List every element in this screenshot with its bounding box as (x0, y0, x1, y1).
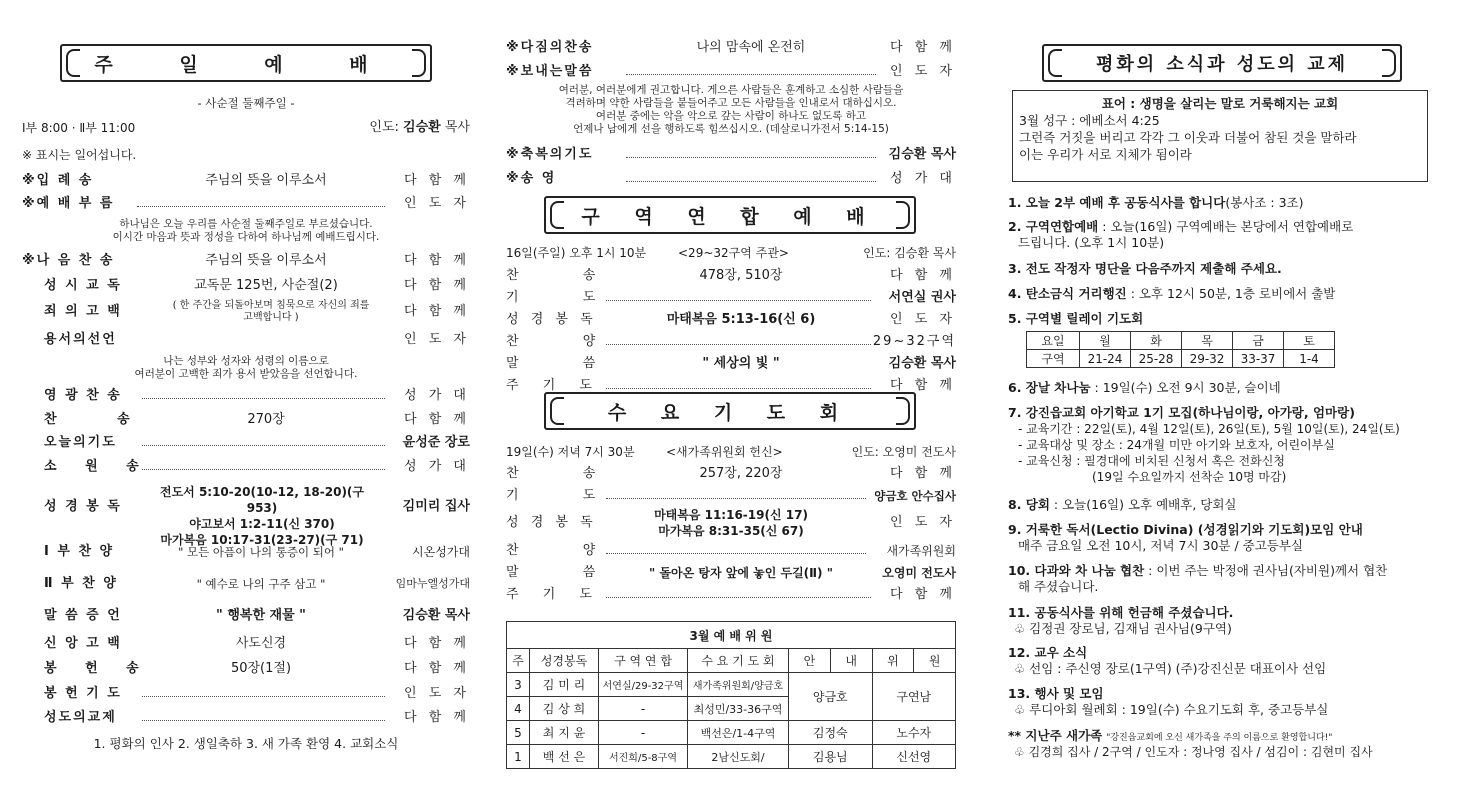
order-row: 찬 송 478장, 510장 다 함 께 (506, 268, 956, 283)
news-item-6: 6. 장날 차나눔 : 19일(수) 오전 9시 30분, 슬이네 (1008, 380, 1281, 395)
order-row: ※입 례 송 주님의 뜻을 이루소서 다 함 께 (22, 173, 470, 188)
news-item-2-cont: 드립니다. (오후 1시 10분) (1018, 235, 1165, 250)
order-row: 성 경 봉 독 마태복음 5:13-16(신 6) 인 도 자 (506, 312, 956, 327)
table-row: 5 최 지 윤 - 백선은/1-4구역 김정숙 노수자 (507, 721, 956, 745)
news-item-3: 3. 전도 작정자 명단을 다음주까지 제출해 주세요. (1008, 261, 1282, 276)
order-row: 성 시 교 독 교독문 125번, 사순절(2) 다 함 께 (44, 278, 470, 293)
order-row: Ⅰ 부 찬 양 " 모든 아픔이 나의 통증이 되어 " 시온성가대 (44, 544, 470, 559)
order-row: 죄 의 고 백 ( 한 주간을 되돌아보며 침묵으로 자신의 죄를 고백합니다 ) 다 함 께 (44, 300, 470, 323)
order-row: 주 기 도 다 함 께 (506, 378, 956, 393)
order-row: ※보내는말씀 인 도 자 (506, 64, 956, 79)
order-row: 주 기 도 다 함 께 (506, 587, 956, 602)
table-header-row: 주 성경봉독 구 역 연 합 수 요 기 도 회 안 내 위 원 (507, 649, 956, 673)
order-row: 기 도 서연실 권사 (506, 290, 956, 305)
order-row: 오늘의기도 윤성준 장로 (44, 435, 470, 450)
news-item-4: 4. 탄소금식 거리행진 : 오후 12시 50분, 1층 로비에서 출발 (1008, 286, 1336, 301)
order-row: 봉 헌 송 50장(1절) 다 함 께 (44, 661, 470, 676)
fellowship-items: 1. 평화의 인사 2. 생일축하 3. 새 가족 환영 4. 교회소식 (93, 736, 399, 751)
order-row: ※나 음 찬 송 주님의 뜻을 이루소서 다 함 께 (22, 253, 470, 268)
order-row: ※예 배 부 름 인 도 자 (22, 196, 470, 211)
march-worship-committee-table: 3월 예 배 위 원 주 성경봉독 구 역 연 합 수 요 기 도 회 안 내 위 원 3 김 미 리 서연실/29-32구역 새가족위원회/양금호 양금호 구연남 4 김 상 희 - 최성민/33-36구역 5 최 지 윤 - 백선은/1-4구역 김정숙 노수자 1 백 선 은 서진희/5-8구역 2남신도회/ 김용님 신선영 (506, 621, 956, 769)
sunday-worship-banner: 주 일 예 배 (60, 44, 432, 82)
service-times: Ⅰ부 8:00 · Ⅱ부 11:00 (22, 121, 136, 135)
order-row: 성도의교제 다 함 께 (44, 710, 470, 725)
news-item-14: ** 지난주 새가족 "강진읍교회에 오신 새가족을 주의 이름으로 환영합니다!" (1008, 728, 1333, 743)
pardon-note: 나는 성부와 성자와 성령의 이름으로 여러분이 고백한 죄가 용서 받았음을 선언합니다. (134, 355, 358, 380)
news-item-11: 11. 공동식사를 위해 헌금해 주셨습니다. (1008, 605, 1234, 620)
news-item-5: 5. 구역별 릴레이 기도회 (1008, 311, 1144, 326)
news-item-9: 9. 거룩한 독서(Lectio Divina) (성경읽기와 기도회)모임 안내 (1008, 522, 1363, 537)
order-row: 봉 헌 기 도 인 도 자 (44, 686, 470, 701)
district-header: 16일(주일) 오후 1시 10분 <29~32구역 주관> 인도: 김승환 목사 (506, 246, 956, 260)
order-row: 말 씀 증 언 " 행복한 재물 " 김승환 목사 (44, 608, 470, 623)
order-row: 말 씀 " 세상의 빛 " 김승환 목사 (506, 356, 956, 371)
motto-box: 표어 : 생명을 살리는 말로 거룩해지는 교회 3월 성구 : 에베소서 4:25 그런즉 거짓을 버리고 각각 그 이웃과 더불어 참된 것을 말하라 이는 우리가 서로 지체가 됨이라 (1012, 90, 1428, 182)
order-row: 성 경 봉 독 인 도 자 (506, 515, 956, 530)
order-row: Ⅱ 부 찬 양 " 예수로 나의 구주 삼고 " 임마누엘성가대 (44, 576, 470, 591)
news-item-10: 10. 다과와 차 나눔 협찬 : 이번 주는 박정애 권사님(자비원)께서 협찬 (1008, 563, 1388, 578)
call-to-worship-note: 하나님은 오늘 우리를 사순절 둘째주일로 부르셨습니다. 이시간 마음과 뜻과 정성을 다하여 하나님께 예배드립시다. (112, 218, 380, 243)
scripture-row: 성 경 봉 독 김미리 집사 (44, 499, 470, 514)
table-row: 1 백 선 은 서진희/5-8구역 2남신도회/ 김용님 신선영 (507, 745, 956, 769)
wed-scripture-references: 마태복음 11:16-19(신 17) 마가복음 8:31-35(신 67) (654, 508, 808, 538)
order-row: 용서의선언 인 도 자 (44, 332, 470, 347)
order-row: 찬 양 새가족위원회 (506, 543, 956, 558)
news-item-7: 7. 강진읍교회 아기학교 1기 모집(하나님이랑, 아가랑, 엄마랑) (1008, 405, 1355, 420)
relay-prayer-table: 요일 월 화 목 금 토 구역 21-24 25-28 29-32 33-37 1-4 (1026, 331, 1335, 368)
order-row: 찬 송 270장 다 함 께 (44, 412, 470, 427)
order-row: 소 원 송 성 가 대 (44, 459, 470, 474)
scripture-references: 전도서 5:10-20(10-12, 18-20)(구 953) 야고보서 1:2-11(신 370) 마가복음 10:17-31(23-27)(구 71) (159, 485, 365, 547)
order-row: ※축복의기도 김승환 목사 (506, 147, 956, 162)
table-row: 3 김 미 리 서연실/29-32구역 새가족위원회/양금호 양금호 구연남 (507, 673, 956, 697)
sending-words: 여러분, 여러분에게 권고합니다. 게으른 사람들은 훈계하고 소심한 사람들을 격려하며 약한 사람들을 붙들어주고 모든 사람들을 인내로서 대하십시오. 여러분 중에는 악을 악으로 갚는 사람이 하나도 없도록 하고 언제나 남에게 선을 행하도록 힘쓰십시오. (데살로니가전서 5:14-15) (558, 84, 904, 135)
order-row: ※다짐의찬송 나의 맘속에 온전히 다 함 께 (506, 40, 956, 55)
wednesday-prayer-banner: 수 요 기 도 회 (544, 392, 916, 430)
order-row: ※송 영 성 가 대 (506, 171, 956, 186)
news-item-13: 13. 행사 및 모임 (1008, 686, 1104, 701)
news-item-2: 2. 구역연합예배 : 오늘(16일) 구역예배는 본당에서 연합예배로 (1008, 219, 1354, 234)
news-banner: 평화의 소식과 성도의 교제 (1042, 44, 1402, 82)
order-row: 찬 송 257장, 220장 다 함 께 (506, 466, 956, 481)
order-row: 영 광 찬 송 성 가 대 (44, 388, 470, 403)
order-row: 찬 양 29~32구역 (506, 334, 956, 349)
district-worship-banner: 구 역 연 합 예 배 (544, 196, 916, 234)
news-item-8: 8. 당회 : 오늘(16일) 오후 예배후, 당회실 (1008, 497, 1237, 512)
order-row: 말 씀 " 돌아온 탕자 앞에 놓인 두길(Ⅱ) " 오영미 전도사 (506, 565, 956, 580)
order-row: 기 도 양금호 안수집사 (506, 488, 956, 503)
wednesday-header: 19일(수) 저녁 7시 30분 <새가족위원회 헌신> 인도: 오영미 전도사 (506, 445, 956, 459)
service-leader: 인도: 김승환 목사 (369, 120, 470, 135)
standing-note: ※ 표시는 일어섭니다. (22, 148, 137, 162)
sunday-subtitle: - 사순절 둘째주일 - (197, 96, 295, 110)
news-item-1: 1. 오늘 2부 예배 후 공동식사를 합니다(봉사조 : 3조) (1008, 195, 1304, 210)
order-row: 신 앙 고 백 사도신경 다 함 께 (44, 636, 470, 651)
table-row: 4 김 상 희 - 최성민/33-36구역 (507, 697, 956, 721)
news-item-12: 12. 교우 소식 (1008, 645, 1088, 660)
